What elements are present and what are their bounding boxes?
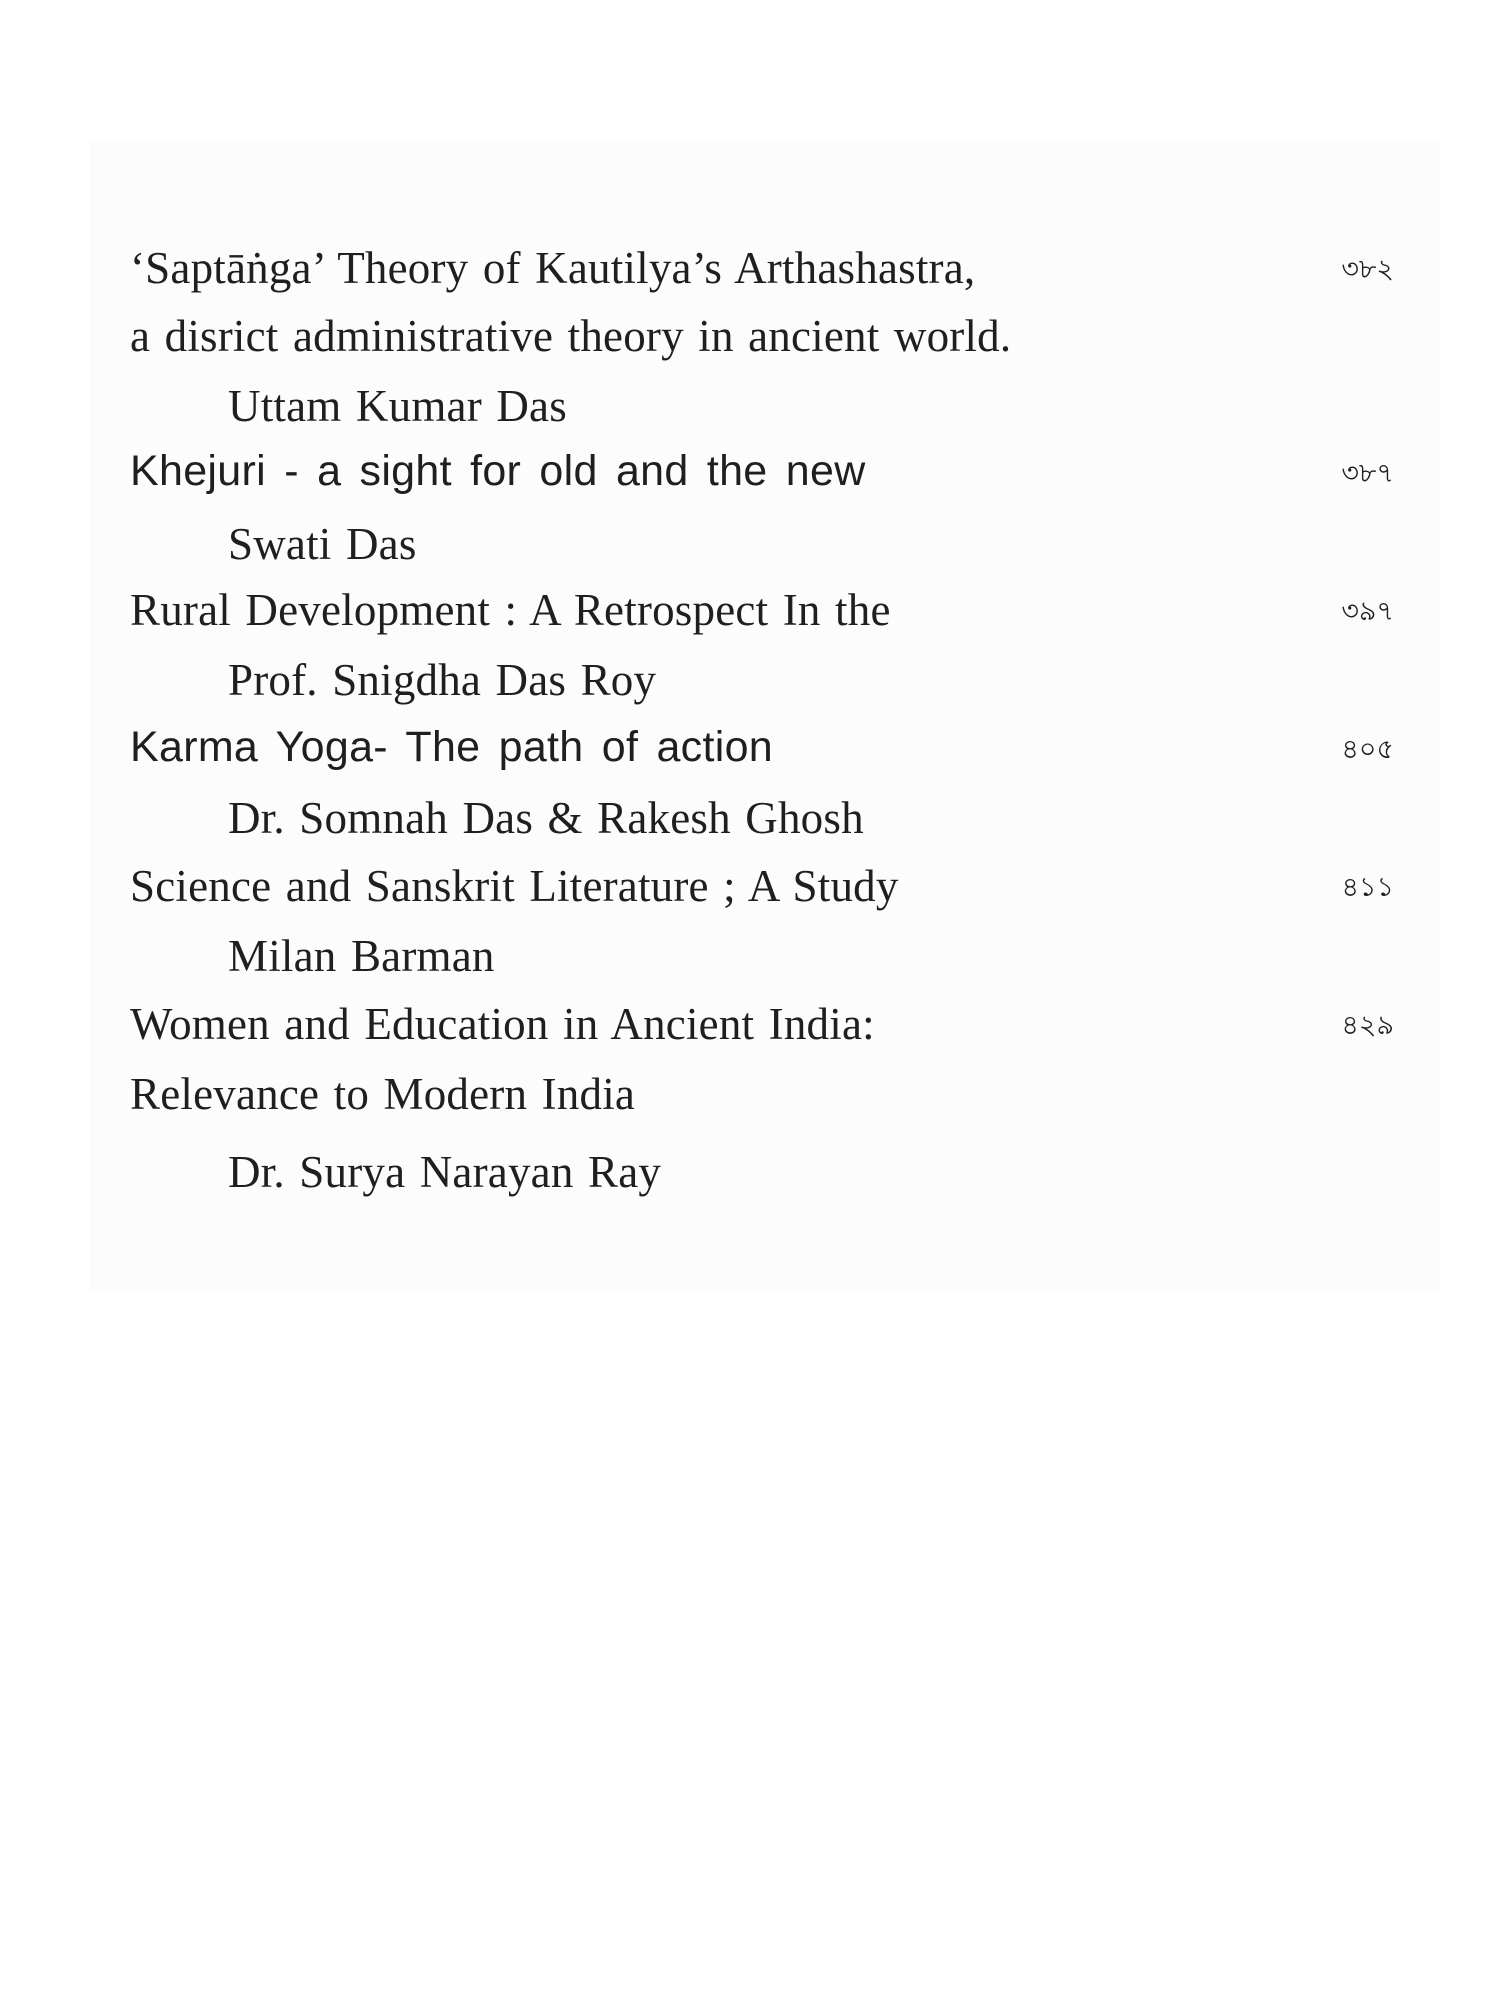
entry-1-title-line-1: ‘Saptāṅga’ Theory of Kautilya’s Arthashastra, [130,243,976,293]
entry-4-title-line-1: Karma Yoga- The path of action [130,723,774,771]
entry-5-page-number: ৪১১ [1341,872,1394,903]
entry-4-page-number: ৪০৫ [1341,734,1394,765]
entry-2-page-number: ৩৮৭ [1341,458,1394,489]
entry-2-author: Swati Das [228,519,417,569]
entry-2-title-line-1: Khejuri - a sight for old and the new [130,447,866,495]
entry-1-title-line-2: a disrict administrative theory in ancient world. [130,311,1012,361]
entry-6-page-number: ৪২৯ [1341,1010,1394,1041]
entry-3-page-number: ৩৯৭ [1341,596,1394,627]
entry-3-author: Prof. Snigdha Das Roy [228,655,657,705]
entry-4-author: Dr. Somnah Das & Rakesh Ghosh [228,793,864,843]
entry-3-title-line-1: Rural Development : A Retrospect In the [130,585,891,635]
entry-1-author: Uttam Kumar Das [228,381,567,431]
entry-6-author: Dr. Surya Narayan Ray [228,1147,662,1197]
entry-5-author: Milan Barman [228,931,495,981]
entry-6-title-line-2: Relevance to Modern India [130,1069,636,1119]
entry-6-title-line-1: Women and Education in Ancient India: [130,999,875,1049]
entry-5-title-line-1: Science and Sanskrit Literature ; A Study [130,861,899,911]
entry-1-page-number: ৩৮২ [1341,254,1394,285]
